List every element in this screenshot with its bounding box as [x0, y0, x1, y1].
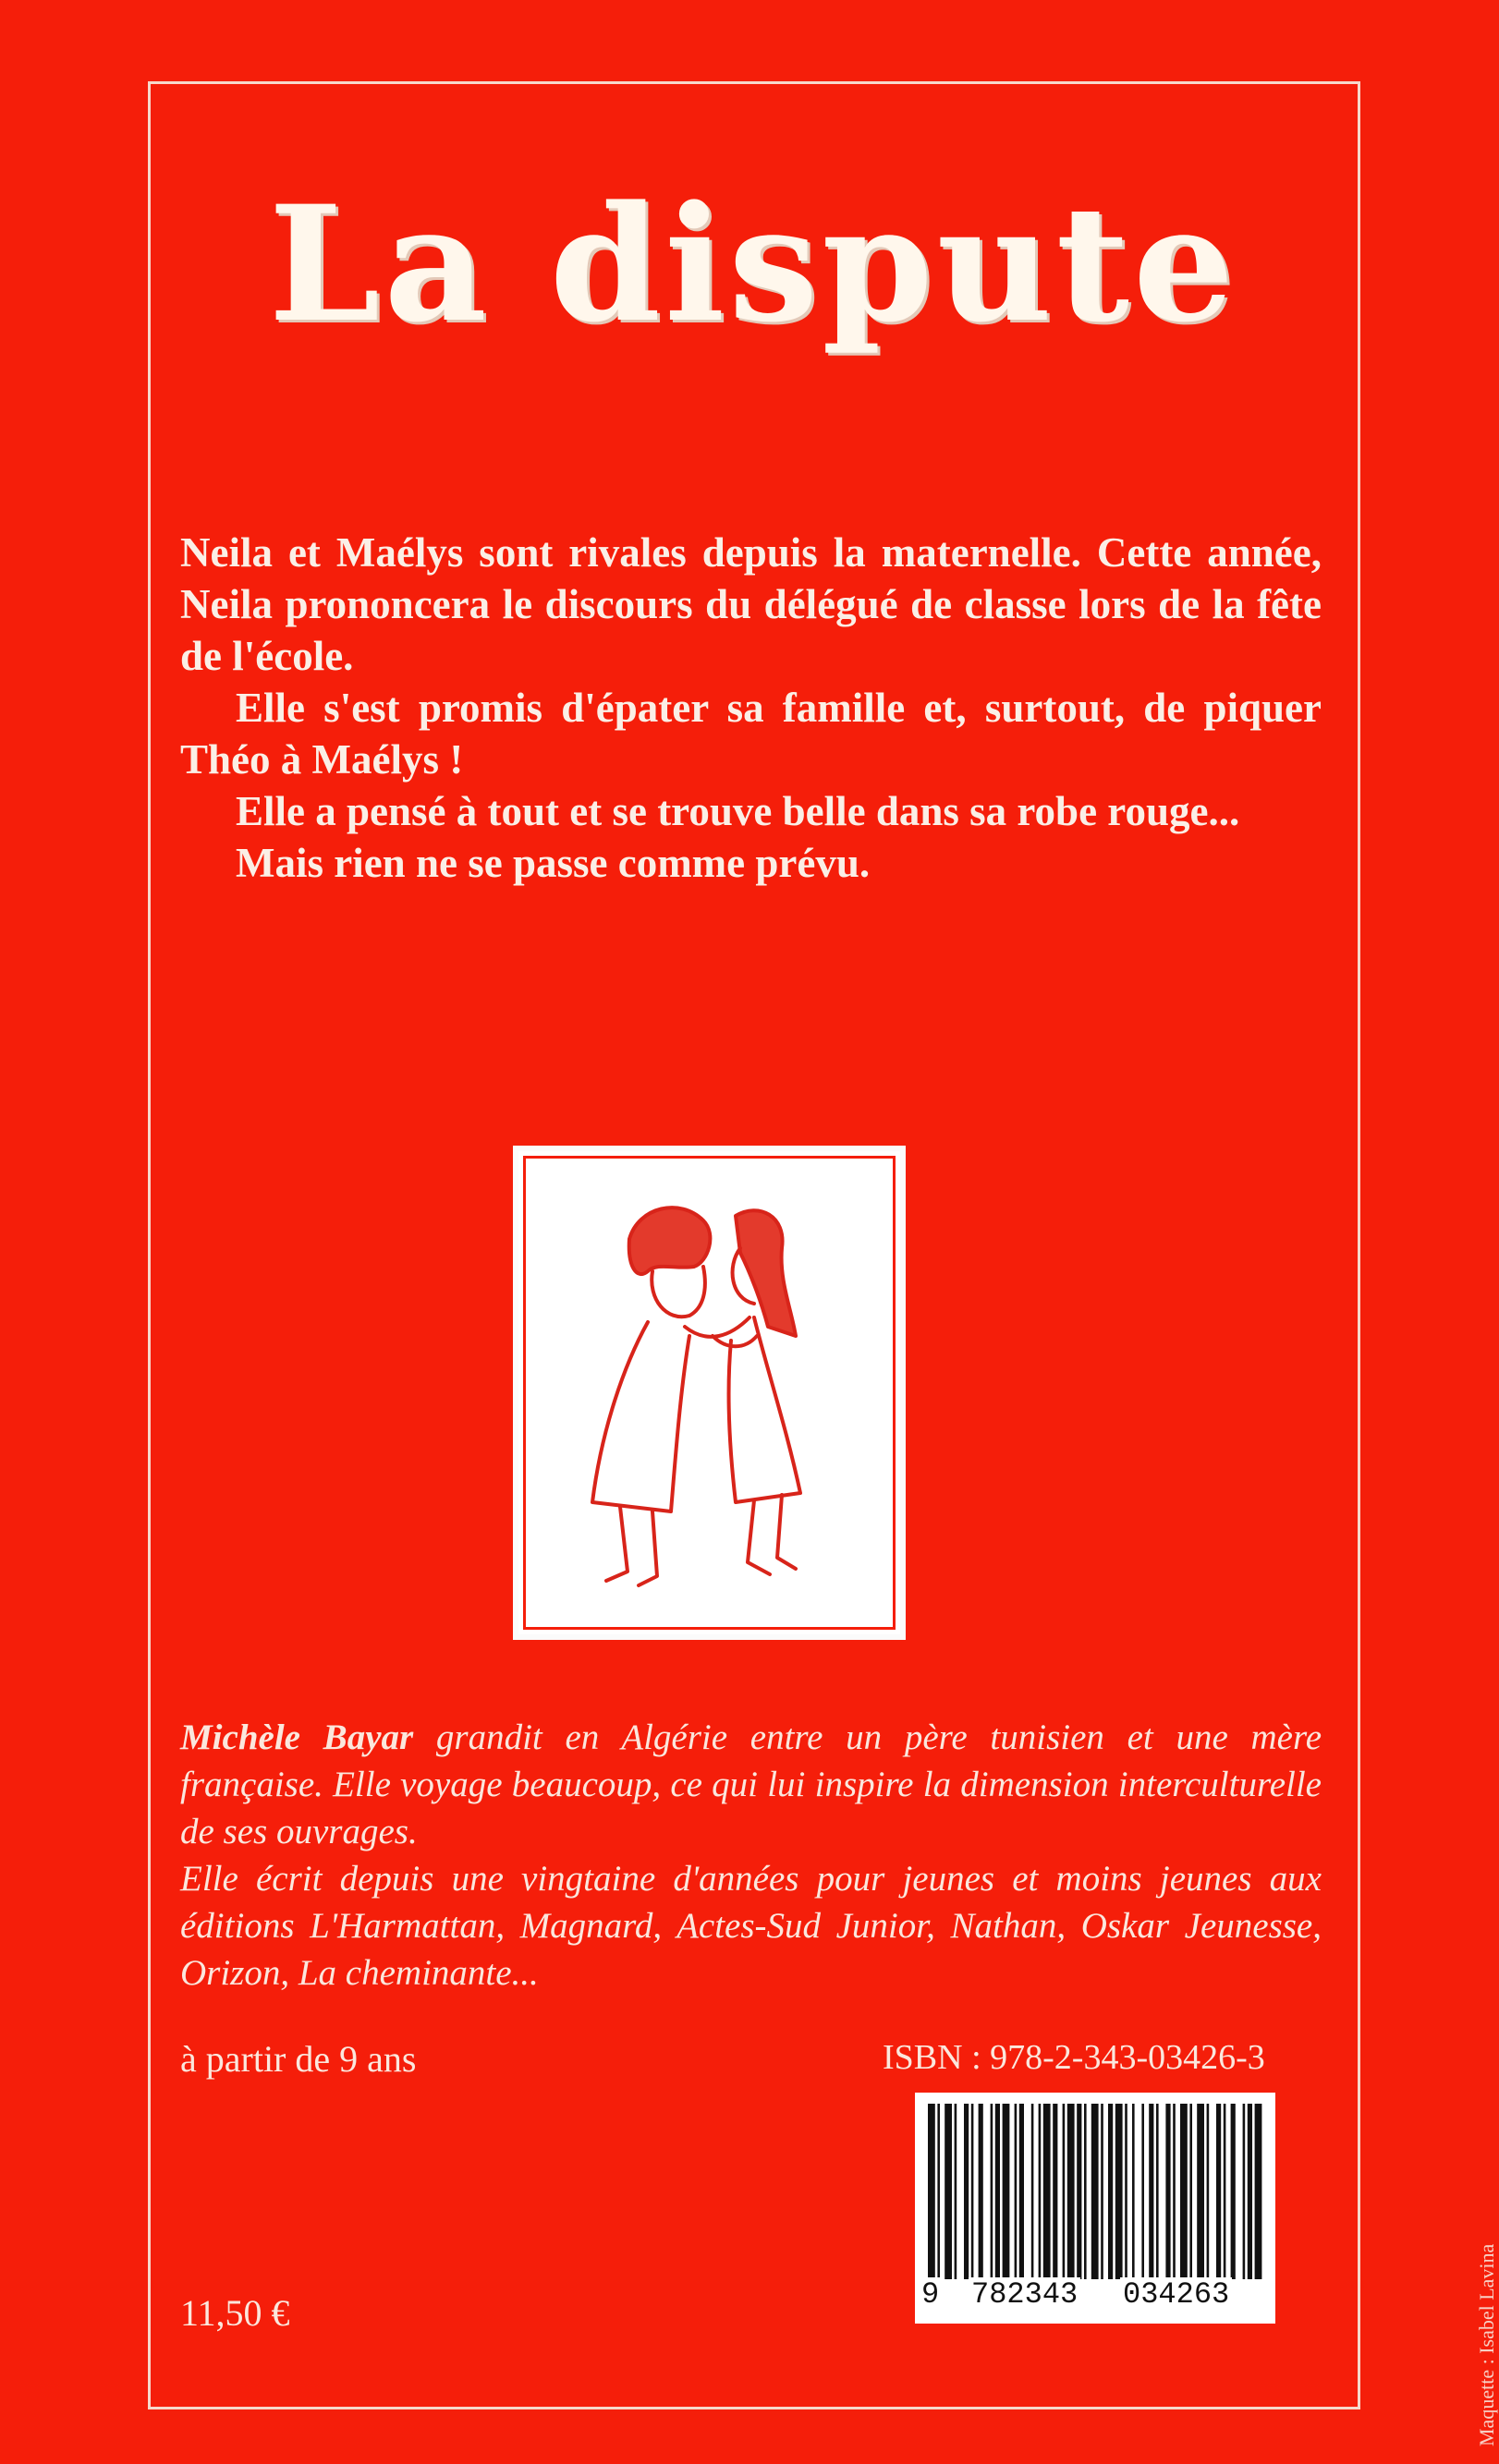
author-bio [180, 1714, 1322, 1997]
book-title: La dispute [268, 170, 1238, 358]
blurb-paragraph-2: Elle s'est promis d'épater sa famille et, surtout, de piquer Théo à Maélys ! [180, 685, 1322, 783]
author-name: Michèle Bayar [180, 1718, 414, 1757]
layout-credit: Maquette : Isabel Lavina [1475, 2243, 1498, 2446]
isbn: ISBN : 978-2-343-03426-3 [883, 2038, 1265, 2077]
barcode [915, 2093, 1275, 2324]
barcode-digits [915, 2274, 1275, 2320]
barcode-right-digits: 034263 [1120, 2277, 1232, 2312]
blurb-paragraph-4: Mais rien ne se passe comme prévu. [236, 840, 871, 886]
illustration-drawing [518, 1151, 900, 1634]
bio-paragraph-2: Elle écrit depuis une vingtaine d'années pour jeunes et moins jeunes aux éditions L'Harmattan, Magnard, Actes-Sud Junior, Nathan, Oskar Jeunesse, Orizon, La cheminante... [180, 1859, 1322, 1993]
bio-paragraph-1 [180, 1714, 1322, 1855]
blurb-paragraph-3: Elle a pensé à tout et se trouve belle dans sa robe rouge... [236, 788, 1240, 834]
barcode-first-digit: 9 [919, 2277, 942, 2312]
bio-paragraph-1-text: grandit en Algérie entre un père tunisien et une mère française. Elle voyage beaucoup, ce qui lui inspire la dimension interculturelle de ses ouvrages. [180, 1718, 1322, 1851]
blurb-paragraph-1: Neila et Maélys sont rivales depuis la maternelle. Cette année, Neila prononcera le discours du délégué de classe lors de la fête de l'école. [180, 529, 1322, 679]
illustration-two-girls [513, 1146, 906, 1640]
barcode-left-digits: 782343 [969, 2277, 1080, 2312]
age-range: à partir de 9 ans [180, 2038, 417, 2080]
price: 11,50 € [180, 2292, 290, 2334]
blurb [180, 527, 1322, 889]
